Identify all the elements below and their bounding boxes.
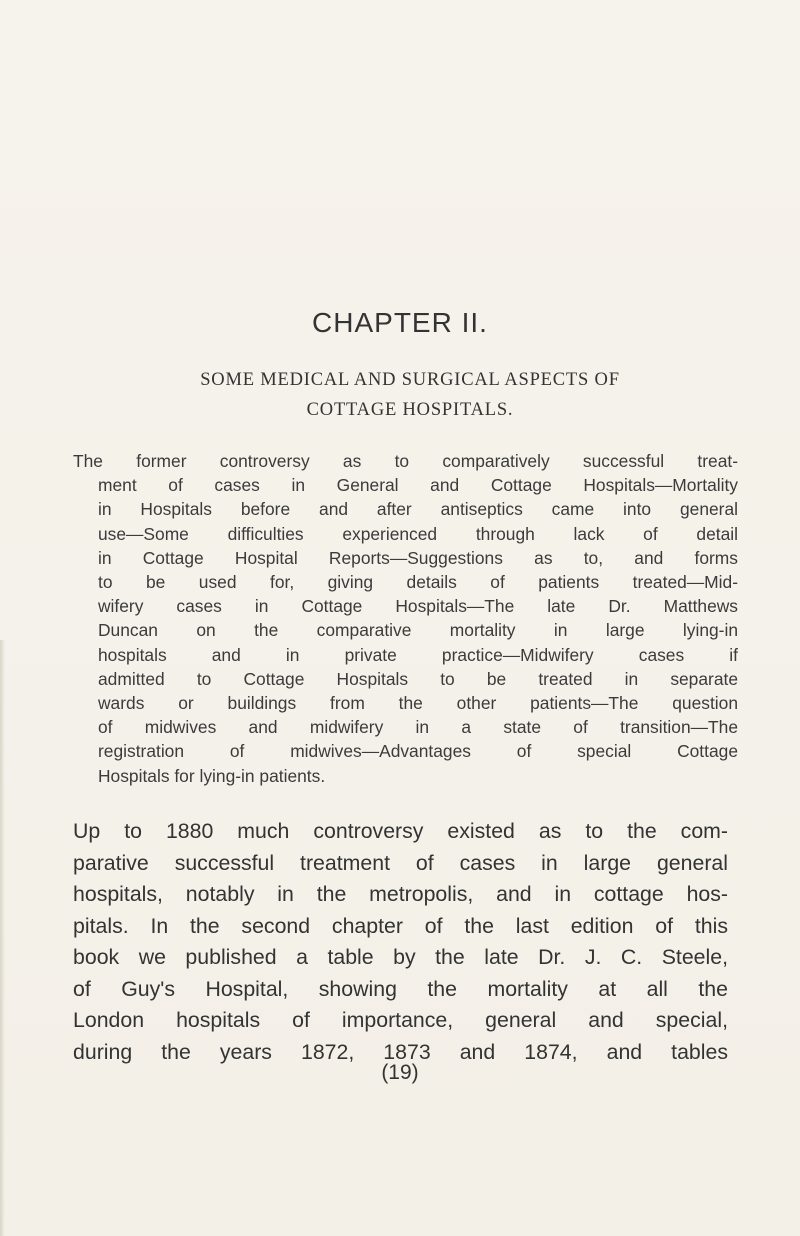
- body-line: parative successful treatment of cases in large general: [73, 850, 728, 875]
- subtitle-line: SOME MEDICAL AND SURGICAL ASPECTS OF: [200, 370, 620, 390]
- synopsis-line: use—Some difficulties experienced through lack of detail: [98, 523, 738, 544]
- synopsis-line: The former controversy as to comparatively successful treat-: [73, 451, 738, 471]
- synopsis-line: hospitals and in private practice—Midwifery cases if: [98, 644, 738, 665]
- body-line: of Guy's Hospital, showing the mortality at all the: [73, 976, 728, 1001]
- chapter-title: CHAPTER II.: [312, 307, 488, 338]
- synopsis-line: to be used for, giving details of patients treated—Mid-: [98, 572, 738, 593]
- chapter-synopsis: [73, 449, 738, 788]
- body-line: London hospitals of importance, general and special,: [73, 1008, 728, 1032]
- synopsis-line: of midwives and midwifery in a state of transition—The: [98, 717, 738, 738]
- synopsis-line: admitted to Cottage Hospitals to be treated in separate: [98, 668, 738, 689]
- synopsis-line: Duncan on the comparative mortality in large lying-in: [98, 620, 738, 641]
- page-gutter-shadow: [0, 640, 5, 1236]
- body-line: during the years 1872, 1873 and 1874, and tables: [73, 1039, 728, 1064]
- chapter-body: [73, 816, 728, 1068]
- body-line: hospitals, notably in the metropolis, and in cottage hos-: [73, 882, 728, 906]
- synopsis-line: in Hospitals before and after antiseptics came into general: [98, 499, 738, 520]
- synopsis-line: wards or buildings from the other patients—The question: [98, 693, 738, 714]
- body-line: Up to 1880 much controversy existed as to the com-: [73, 819, 728, 843]
- synopsis-line: in Cottage Hospital Reports—Suggestions as to, and forms: [98, 547, 738, 568]
- body-line: book we published a table by the late Dr. J. C. Steele,: [73, 945, 728, 969]
- chapter-subtitle: [100, 365, 720, 425]
- subtitle-line: COTTAGE HOSPITALS.: [306, 400, 514, 420]
- synopsis-line: wifery cases in Cottage Hospitals—The late Dr. Matthews: [98, 596, 738, 617]
- synopsis-line: registration of midwives—Advantages of special Cottage: [98, 741, 738, 762]
- synopsis-line: Hospitals for lying-in patients.: [98, 765, 326, 786]
- body-line: pitals. In the second chapter of the last edition of this: [73, 913, 728, 938]
- synopsis-line: ment of cases in General and Cottage Hospitals—Mortality: [98, 475, 738, 496]
- page-number: (19): [381, 1061, 419, 1084]
